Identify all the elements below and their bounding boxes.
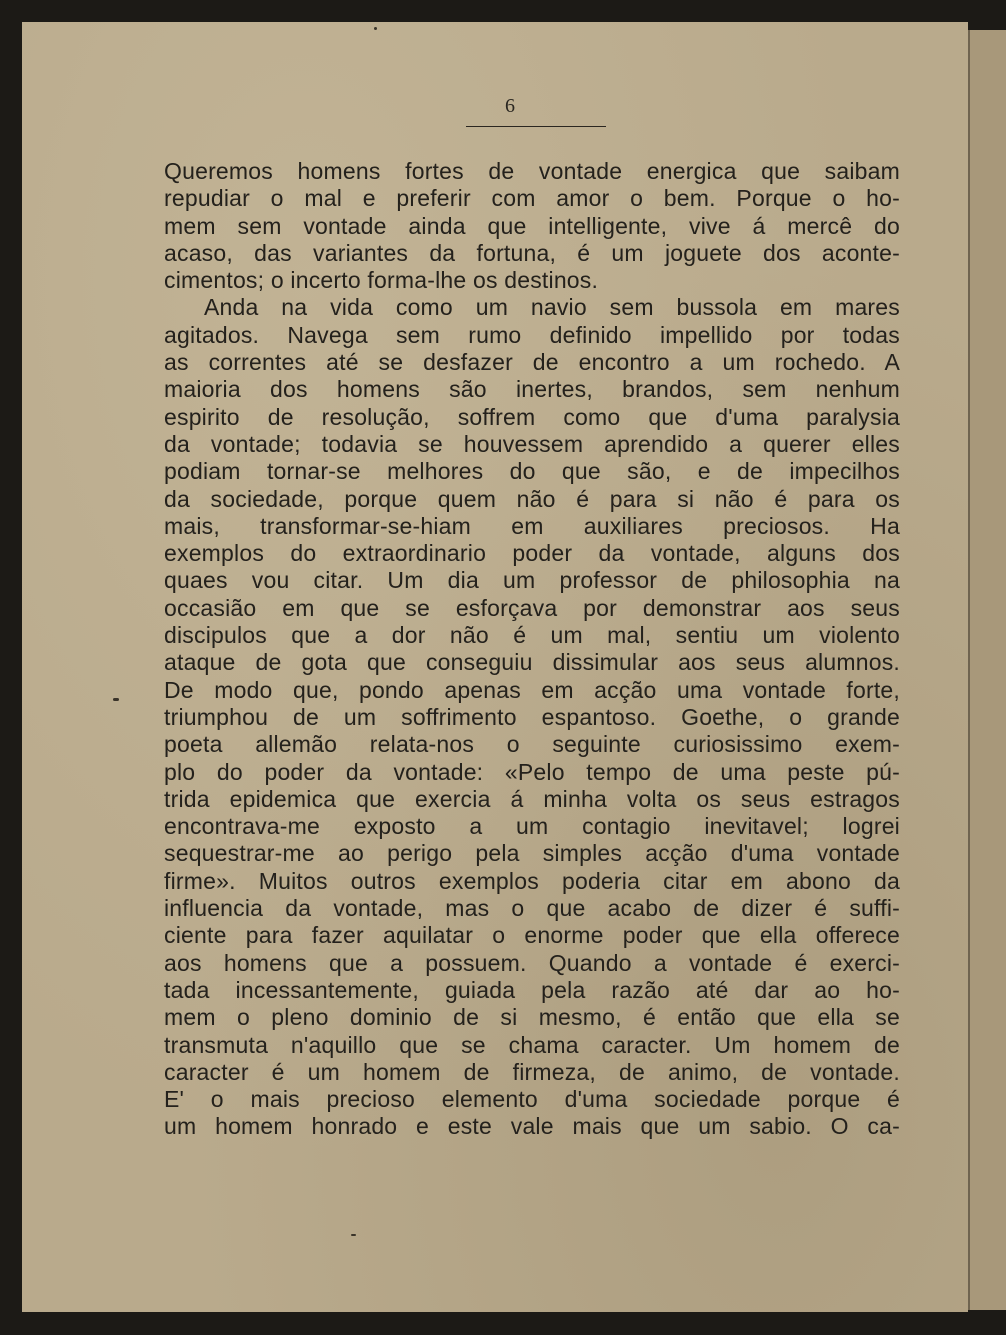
- text-line: acaso, das variantes da fortuna, é um joguete dos aconte-: [164, 239, 900, 266]
- text-line: sequestrar-me ao perigo pela simples acção d'uma vontade: [164, 840, 900, 867]
- ink-speck: [113, 698, 119, 701]
- text-line: tada incessantemente, guiada pela razão até dar ao ho-: [164, 976, 900, 1003]
- text-line: plo do poder da vontade: «Pelo tempo de uma peste pú-: [164, 758, 900, 785]
- text-line: occasião em que se esforçava por demonstrar aos seus: [164, 594, 900, 621]
- adjacent-page-edge: [968, 30, 1006, 1310]
- text-line: espirito de resolução, soffrem como que d'uma paralysia: [164, 403, 900, 430]
- text-line: repudiar o mal e preferir com amor o bem. Porque o ho-: [164, 185, 900, 212]
- text-line: Queremos homens fortes de vontade energica que saibam: [164, 158, 900, 184]
- text-line: agitados. Navega sem rumo definido impellido por todas: [164, 321, 900, 348]
- text-line: poeta allemão relata-nos o seguinte curiosissimo exem-: [164, 731, 900, 758]
- text-line: mem sem vontade ainda que intelligente, vive á mercê do: [164, 212, 900, 239]
- text-line: firme». Muitos outros exemplos poderia citar em abono da: [164, 867, 900, 894]
- ink-speck: [351, 1234, 356, 1236]
- text-line: discipulos que a dor não é um mal, sentiu um violento: [164, 622, 900, 649]
- body-text: [164, 158, 900, 1141]
- text-line: influencia da vontade, mas o que acabo de dizer é suffi-: [164, 895, 900, 922]
- text-line: De modo que, pondo apenas em acção uma vontade forte,: [164, 676, 900, 703]
- text-line: mem o pleno dominio de si mesmo, é então que ella se: [164, 1004, 900, 1031]
- header-rule: [466, 126, 606, 127]
- text-line: ataque de gota que conseguiu dissimular aos seus alumnos.: [164, 649, 900, 676]
- text-line: um homem honrado e este vale mais que um sabio. O ca-: [164, 1113, 900, 1140]
- text-line: da vontade; todavia se houvessem aprendido a querer elles: [164, 430, 900, 457]
- text-line: da sociedade, porque quem não é para si não é para os: [164, 485, 900, 512]
- text-line: trida epidemica que exercia á minha volta os seus estragos: [164, 785, 900, 812]
- text-line: aos homens que a possuem. Quando a vontade é exerci-: [164, 949, 900, 976]
- text-line: exemplos do extraordinario poder da vontade, alguns dos: [164, 540, 900, 567]
- text-line: cimentos; o incerto forma-lhe os destinos.: [164, 267, 599, 294]
- text-line: mais, transformar-se-hiam em auxiliares preciosos. Ha: [164, 512, 900, 539]
- text-line: ciente para fazer aquilatar o enorme poder que ella offerece: [164, 922, 900, 949]
- text-line: podiam tornar-se melhores do que são, e de impecilhos: [164, 458, 900, 485]
- ink-speck: [374, 27, 377, 30]
- page-number: 6: [505, 95, 515, 117]
- text-line: encontrava-me exposto a um contagio inevitavel; logrei: [164, 813, 900, 840]
- text-line: triumphou de um soffrimento espantoso. Goethe, o grande: [164, 703, 900, 730]
- text-line: caracter é um homem de firmeza, de animo, de vontade.: [164, 1058, 900, 1085]
- book-page: [22, 22, 968, 1312]
- text-line: E' o mais precioso elemento d'uma sociedade porque é: [164, 1086, 900, 1113]
- text-line: quaes vou citar. Um dia um professor de philosophia na: [164, 567, 900, 594]
- text-line: maioria dos homens são inertes, brandos, sem nenhum: [164, 376, 900, 403]
- text-line: Anda na vida como um navio sem bussola em mares: [204, 294, 900, 321]
- text-line: transmuta n'aquillo que se chama caracter. Um homem de: [164, 1031, 900, 1058]
- text-line: as correntes até se desfazer de encontro a um rochedo. A: [164, 349, 900, 376]
